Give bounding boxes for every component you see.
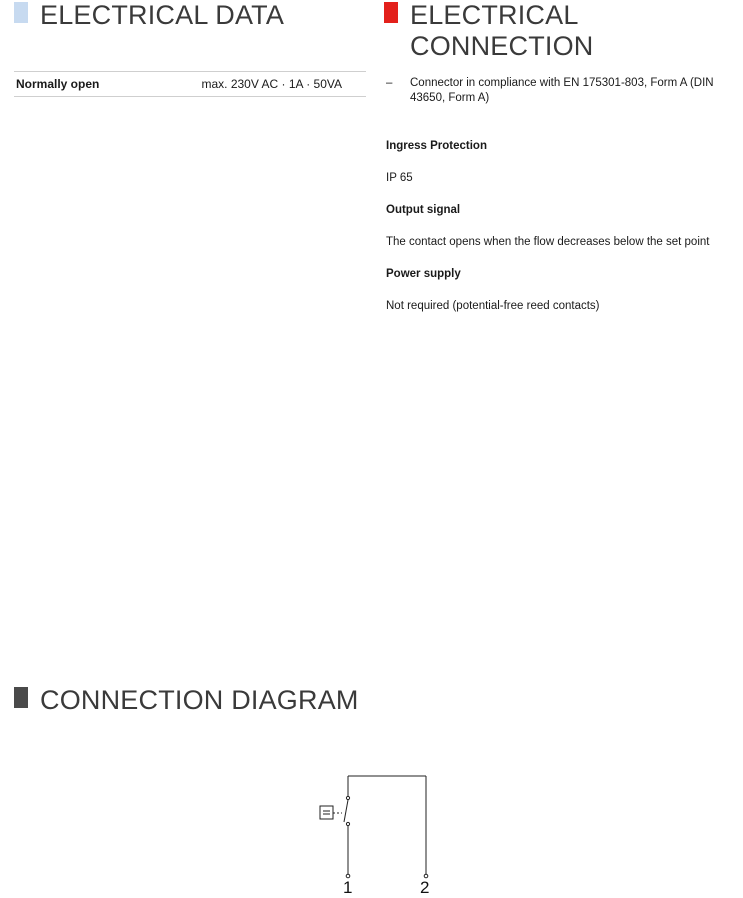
wiring-diagram bbox=[300, 760, 460, 897]
terminal-1-label: 1 bbox=[343, 878, 353, 897]
electrical-connection-title: ELECTRICAL CONNECTION bbox=[410, 0, 594, 61]
output-signal-label: Output signal bbox=[386, 204, 461, 216]
section-marker bbox=[384, 2, 398, 23]
electrical-data-table bbox=[14, 71, 366, 97]
output-signal-value: The contact opens when the flow decreases below the set point bbox=[386, 236, 710, 248]
table-row bbox=[14, 72, 366, 96]
connection-diagram-title: CONNECTION DIAGRAM bbox=[40, 685, 359, 715]
connector-bullet bbox=[386, 76, 736, 106]
electrical-connection-heading bbox=[384, 0, 724, 62]
row-value: max. 230V AC · 1A · 50VA bbox=[201, 77, 342, 91]
electrical-data-heading bbox=[14, 0, 284, 31]
section-marker bbox=[14, 2, 28, 23]
power-supply-value: Not required (potential-free reed contacts) bbox=[386, 300, 600, 312]
terminal-2-label: 2 bbox=[420, 878, 430, 897]
bullet-dash: – bbox=[386, 77, 393, 89]
power-supply-label: Power supply bbox=[386, 268, 461, 280]
connection-diagram-heading bbox=[14, 685, 359, 716]
ingress-protection-label: Ingress Protection bbox=[386, 140, 487, 152]
reed-switch-schematic-icon bbox=[300, 760, 460, 893]
row-label: Normally open bbox=[16, 77, 100, 91]
connector-text: Connector in compliance with EN 175301-803, Form A (DIN 43650, Form A) bbox=[410, 77, 714, 104]
ingress-protection-value: IP 65 bbox=[386, 172, 413, 184]
electrical-data-title: ELECTRICAL DATA bbox=[40, 0, 285, 30]
section-marker bbox=[14, 687, 28, 708]
